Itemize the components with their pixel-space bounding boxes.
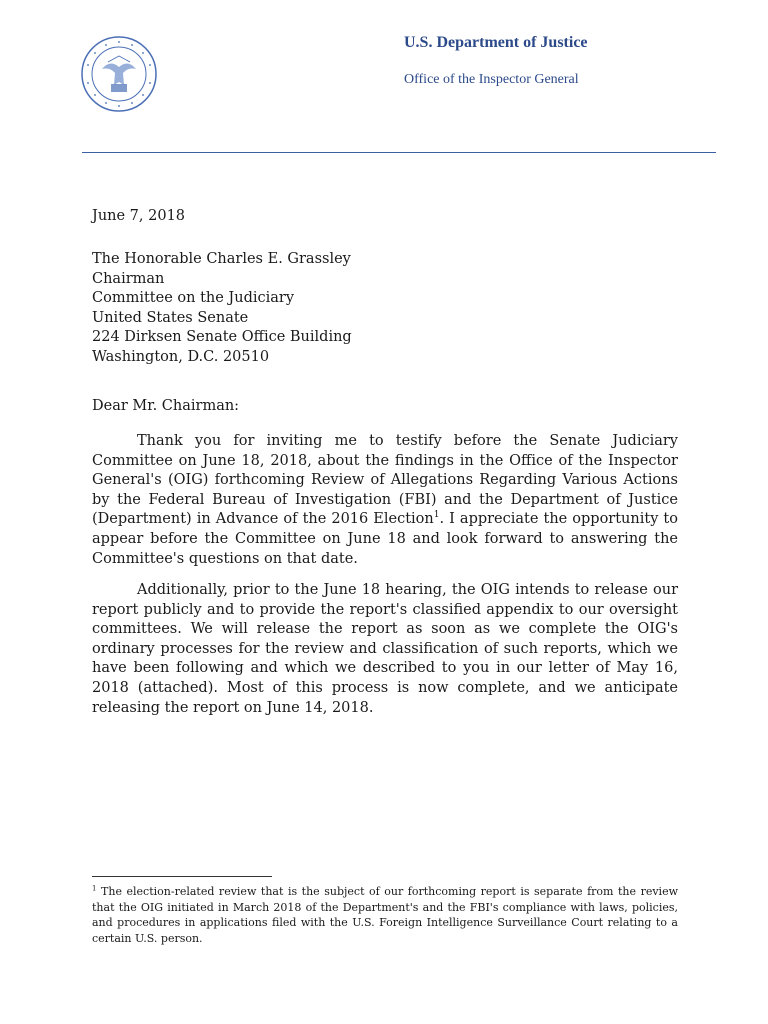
- office-name: Office of the Inspector General: [404, 72, 579, 87]
- footnote-mark: 1: [92, 884, 97, 893]
- paragraph-text: Thank you for inviting me to testify before the Senate Judiciary Committee on June 18, 2018, about the findings in the Office of the Inspector General's (OIG) forthcoming Review of Allegations Regarding Various Actions by the Federal Bureau of Investigation (FBI) and the Department of Justice (Department) in Advance of the 2016 Election: [92, 433, 678, 528]
- footnote-reference: 1: [433, 510, 440, 521]
- footnote-divider: [92, 876, 272, 877]
- body-paragraph-1: [92, 432, 678, 569]
- recipient-line: Chairman: [92, 270, 165, 287]
- letter-date: June 7, 2018: [92, 208, 186, 224]
- agency-name: U.S. Department of Justice: [404, 34, 588, 51]
- letterhead-divider: [82, 152, 716, 153]
- recipient-line: Washington, D.C. 20510: [92, 348, 270, 365]
- doj-seal-icon: [80, 35, 158, 113]
- recipient-address: [92, 250, 352, 368]
- salutation: Dear Mr. Chairman:: [92, 398, 240, 414]
- recipient-line: 224 Dirksen Senate Office Building: [92, 329, 352, 346]
- recipient-line: United States Senate: [92, 309, 249, 326]
- body-paragraph-2: Additionally, prior to the June 18 hearing, the OIG intends to release our report publicly and to provide the report's classified appendix to our oversight committees. We will release the report as soon as we complete the OIG's ordinary processes for the review and classification of such reports, which we have been following and which we described to you in our letter of May 16, 2018 (attached). Most of this process is now complete, and we anticipate releasing the report on June 14, 2018.: [92, 582, 678, 716]
- paragraph-text: . I appreciate the opportunity to appear before the Committee on June 18 and look forward to answering the Committee's questions on that date.: [92, 511, 678, 567]
- recipient-line: The Honorable Charles E. Grassley: [92, 251, 351, 267]
- recipient-line: Committee on the Judiciary: [92, 290, 295, 307]
- footnote: [92, 884, 678, 946]
- footnote-text: The election-related review that is the subject of our forthcoming report is separate from the review that the OIG initiated in March 2018 of the Department's and the FBI's compliance with laws, policies, and procedures in applications filed with the U.S. Foreign Intelligence Surveillance Court relating to a certain U.S. person.: [92, 885, 678, 945]
